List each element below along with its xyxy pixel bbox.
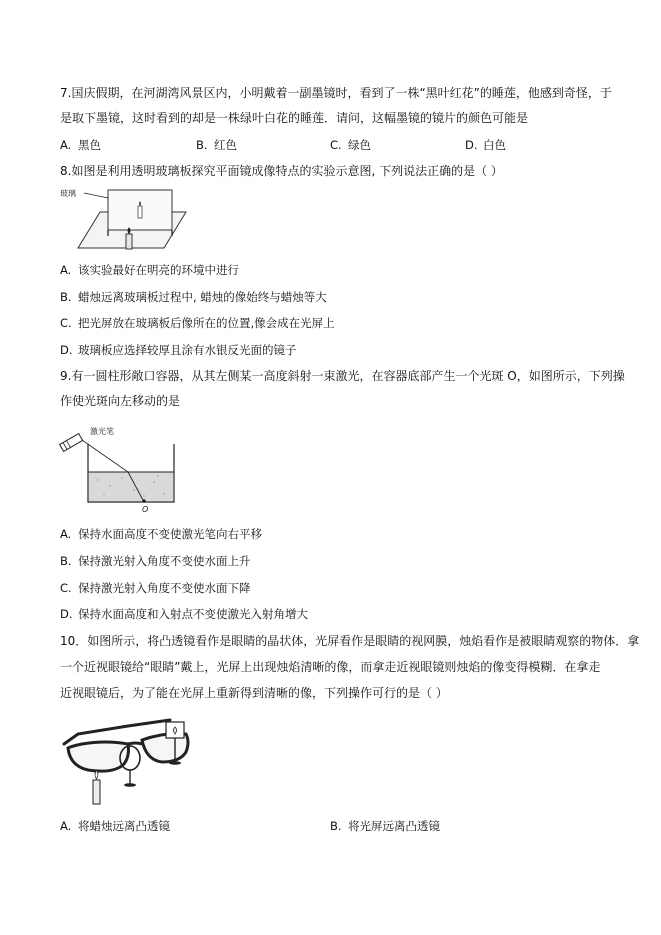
q7-stem-line2: 是取下墨镜，这时看到的却是一株绿叶白花的睡莲．请问，这幅墨镜的镜片的颜色可能是 [60,111,529,125]
leader-line [84,193,108,198]
q8-figure-glass-plate [58,184,198,256]
option-label: A. [60,527,72,541]
candle [126,234,132,249]
q10-option-b[interactable] [330,818,440,834]
option-text: 绿色 [348,138,371,152]
q7-option-a[interactable] [60,137,101,153]
q9-figure-laser-container [58,420,188,512]
q8-stem: 8.如图是利用透明玻璃板探究平面镜成像特点的实验示意图, 下列说法正确的是（ ） [60,164,503,178]
option-text: 蜡烛远离玻璃板过程中, 蜡烛的像始终与蜡烛等大 [78,290,327,304]
q10-stem-line3: 近视眼镜后，为了能在光屏上重新得到清晰的像，下列操作可行的是（ ） [60,686,448,700]
laser-pen [60,434,83,452]
q10-stem-line1: 10．如图所示，将凸透镜看作是眼睛的晶状体，光屏看作是眼睛的视网膜，烛焰看作是被眼睛观察的物体．拿 [60,634,640,648]
option-text: 保持激光射入角度不变使水面上升 [78,554,251,568]
option-label: D. [60,607,73,621]
q9-stem-line1: 9.有一圆柱形敞口容器，从其左侧某一高度斜射一束激光，在容器底部产生一个光斑 O，如图所示，下列操 [60,369,625,383]
option-label: C. [60,316,72,330]
option-label: A. [60,263,72,277]
option-text: 玻璃板应选择较厚且涂有水银反光面的镜子 [78,343,297,357]
q10-option-a[interactable] [60,818,170,834]
water [89,472,173,501]
option-label: C. [60,581,72,595]
q9-option-d[interactable] [60,606,308,622]
option-text: 把光屏放在玻璃板后像所在的位置,像会成在光屏上 [78,316,335,330]
option-label: A. [60,819,72,833]
option-text: 白色 [483,138,506,152]
q10-figure-eye-model [58,718,208,810]
q10-stem-line2: 一个近视眼镜给“眼睛”戴上，光屏上出现烛焰清晰的像，而拿走近视眼镜则烛焰的像变得模糊．在拿走 [60,660,601,674]
option-label: A. [60,138,72,152]
option-label: D. [60,343,73,357]
option-text: 保持激光射入角度不变使水面下降 [78,581,251,595]
option-label: C. [330,138,342,152]
q8-figure-label: 玻璃 [60,189,76,198]
option-label: B. [60,554,72,568]
q7-option-d[interactable] [465,137,506,153]
laser-beam [82,440,128,472]
option-text: 该实验最好在明亮的环境中进行 [78,263,239,277]
q7-option-b[interactable] [196,137,237,153]
q8-option-a[interactable] [60,262,239,278]
option-text: 保持水面高度和入射点不变使激光入射角增大 [78,607,308,621]
option-text: 将蜡烛远离凸透镜 [78,819,170,833]
candle-image [138,206,142,218]
light-screen [166,722,184,738]
q9-stem-line2: 作使光斑向左移动的是 [60,394,181,408]
candle-flame [95,770,98,779]
q9-option-a[interactable] [60,526,262,542]
option-label: D. [465,138,478,152]
option-label: B. [330,819,342,833]
option-text: 保持水面高度不变使激光笔向右平移 [78,527,262,541]
q7-option-c[interactable] [330,137,371,153]
q8-option-c[interactable] [60,315,335,331]
candle [93,780,100,804]
option-text: 黑色 [78,138,101,152]
light-spot [142,499,145,502]
q8-option-b[interactable] [60,289,327,305]
option-text: 将光屏远离凸透镜 [348,819,440,833]
q9-figure-label: 激光笔 [90,427,114,436]
option-label: B. [196,138,208,152]
q8-option-d[interactable] [60,342,297,358]
option-text: 红色 [214,138,237,152]
option-label: B. [60,290,72,304]
q9-option-c[interactable] [60,580,251,596]
point-o-label: O [142,505,149,514]
q7-stem-line1: 7.国庆假期，在河湖湾风景区内，小明戴着一副墨镜时，看到了一株“黑叶红花”的睡莲，他感到奇怪，于 [60,86,612,100]
q9-option-b[interactable] [60,553,251,569]
